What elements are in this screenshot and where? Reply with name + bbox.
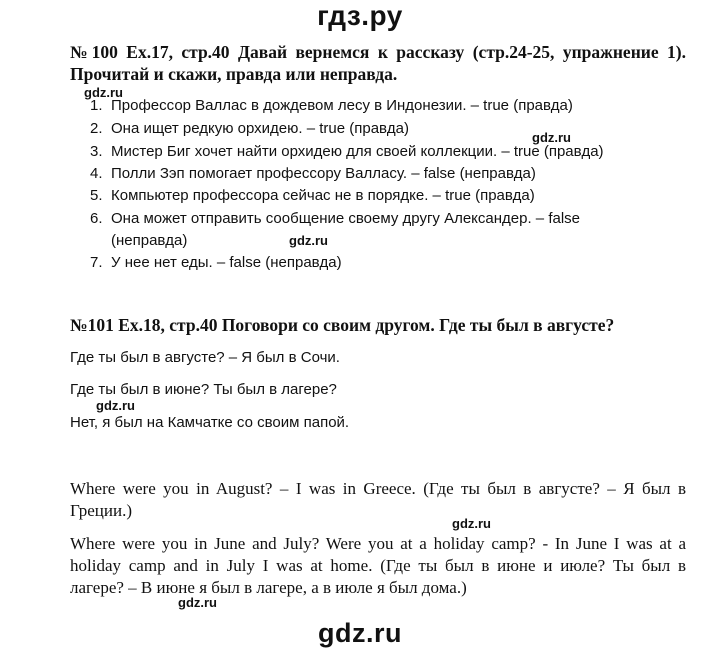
- list-item-text: Компьютер профессора сейчас не в порядке. – true (правда): [111, 187, 535, 204]
- english-paragraph-1-line1: Where were you in August? – I was in Greece. (Где ты был в августе? – Я был в: [70, 479, 686, 498]
- watermark-small: gdz.ru: [84, 85, 123, 100]
- list-item: [90, 97, 573, 114]
- english-paragraph-2-line1: Where were you in June and July? Were you at a holiday camp? - In June I was at a: [70, 534, 686, 553]
- watermark-small: gdz.ru: [532, 130, 571, 145]
- exercise-100-heading-line1: №100 Ex.17, стр.40 Давай вернемся к рассказу (стр.24-25, упражнение 1).: [70, 42, 686, 62]
- list-item-number: 2.: [90, 120, 103, 137]
- list-item: [90, 165, 536, 182]
- list-item-text: Мистер Биг хочет найти орхидею для своей коллекции. – true (правда): [111, 143, 604, 160]
- list-item: [90, 210, 580, 227]
- english-paragraph-2-line3: лагере? – В июне я был в лагере, а в июле я был дома.): [70, 578, 467, 597]
- watermark-small: gdz.ru: [96, 398, 135, 413]
- list-item: [90, 143, 604, 160]
- exercise-100-heading-line2: Прочитай и скажи, правда или неправда.: [70, 64, 398, 84]
- watermark-small: gdz.ru: [178, 595, 217, 610]
- list-item: [90, 187, 535, 204]
- watermark-small: gdz.ru: [289, 233, 328, 248]
- list-item: [90, 120, 409, 137]
- list-item-number: 4.: [90, 165, 103, 182]
- list-item-number: 3.: [90, 143, 103, 160]
- list-item-continuation: (неправда): [111, 232, 188, 249]
- list-item-text: Она может отправить сообщение своему другу Александер. – false: [111, 210, 581, 227]
- watermark-top: гдз.ру: [317, 0, 403, 31]
- dialogue-line: Где ты был в июне? Ты был в лагере?: [70, 381, 337, 398]
- list-item-text: Она ищет редкую орхидею. – true (правда): [111, 120, 409, 137]
- list-item-number: 1.: [90, 97, 103, 114]
- list-item-text: У нее нет еды. – false (неправда): [111, 254, 342, 271]
- exercise-101-heading: №101 Ex.18, стр.40 Поговори со своим другом. Где ты был в августе?: [70, 315, 615, 335]
- english-paragraph-1-line2: Греции.): [70, 501, 133, 520]
- list-item-number: 6.: [90, 210, 103, 227]
- list-item: [90, 254, 342, 271]
- dialogue-line: Нет, я был на Камчатке со своим папой.: [70, 414, 350, 431]
- list-item-number: 7.: [90, 254, 103, 271]
- watermark-small: gdz.ru: [452, 516, 491, 531]
- list-item-number: 5.: [90, 187, 103, 204]
- list-item-text: Профессор Валлас в дождевом лесу в Индонезии. – true (правда): [111, 97, 573, 114]
- english-paragraph-2-line2: holiday camp and in July I was at home. (Где ты был в июне и июле? Ты был в: [70, 556, 686, 575]
- dialogue-line: Где ты был в августе? – Я был в Сочи.: [70, 349, 340, 366]
- list-item-text: Полли Зэп помогает профессору Валласу. – false (неправда): [111, 165, 536, 182]
- watermark-bottom: gdz.ru: [318, 618, 402, 648]
